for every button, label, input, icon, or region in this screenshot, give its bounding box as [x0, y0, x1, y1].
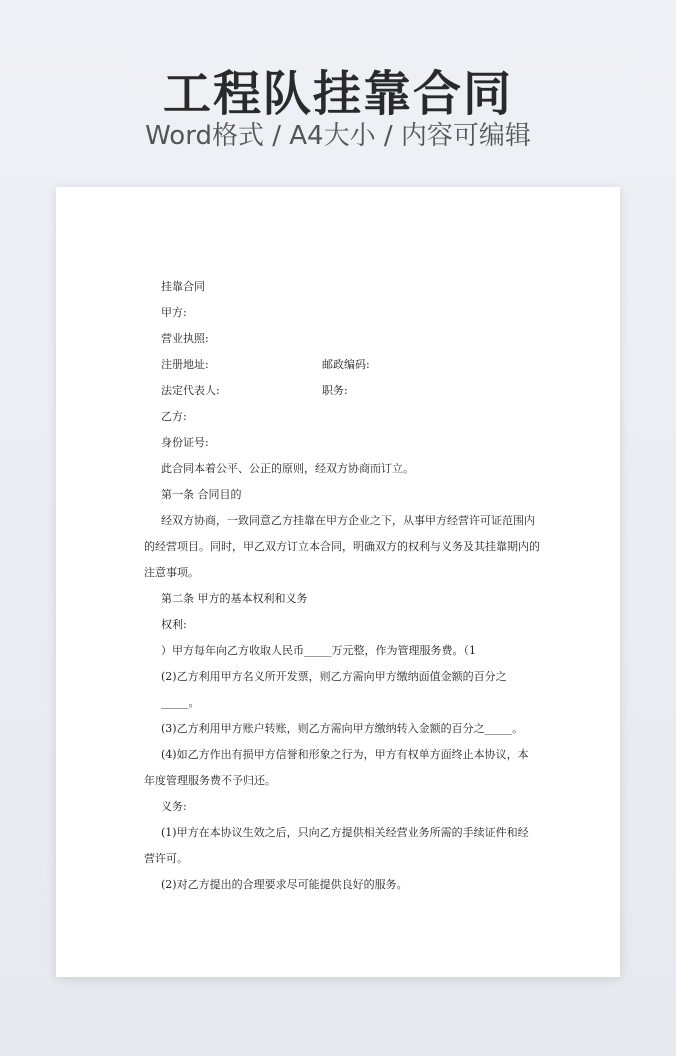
document-line-text: ）甲方每年向乙方收取人民币_____万元整，作为管理服务费。（1: [161, 644, 476, 657]
document-line: [144, 846, 539, 872]
document-line-text: (2)乙方利用甲方名义所开发票，则乙方需向甲方缴纳面值金额的百分之: [161, 670, 507, 683]
document-line-text: 第一条 合同目的: [161, 488, 242, 501]
document-line-text: 义务:: [161, 800, 187, 813]
document-line: [144, 664, 539, 690]
document-line: [144, 612, 539, 638]
document-line: [144, 768, 539, 794]
document-line: [144, 534, 539, 560]
document-line: [144, 820, 539, 846]
document-line: [144, 586, 539, 612]
document-line: [144, 508, 539, 534]
document-line-text: 经双方协商，一致同意乙方挂靠在甲方企业之下，从事甲方经营许可证范围内: [161, 514, 535, 527]
document-line: [144, 742, 539, 768]
document-line-text: 甲方:: [161, 306, 187, 319]
document-line: [144, 352, 539, 378]
document-line: [144, 794, 539, 820]
document-line-text: (3)乙方利用甲方账户转账，则乙方需向甲方缴纳转入金额的百分之_____。: [161, 722, 524, 735]
document-line-right-field: 职务:: [322, 384, 348, 397]
document-line-text: 第二条 甲方的基本权利和义务: [161, 592, 308, 605]
document-line: [144, 716, 539, 742]
document-line-text: (2)对乙方提出的合理要求尽可能提供良好的服务。: [161, 878, 408, 891]
document-line: [144, 326, 539, 352]
document-line-text: 营许可。: [144, 852, 188, 865]
document-line-text: 乙方:: [161, 410, 187, 423]
document-line: [144, 456, 539, 482]
document-line-text: 此合同本着公平、公正的原则，经双方协商而订立。: [161, 462, 414, 475]
document-line-text: 权利:: [161, 618, 187, 631]
document-line: [144, 430, 539, 456]
document-line: [144, 378, 539, 404]
document-line-text: (1)甲方在本协议生效之后，只向乙方提供相关经营业务所需的手续证件和经: [161, 826, 529, 839]
document-body: [144, 274, 539, 898]
document-line-text: 挂靠合同: [161, 280, 205, 293]
document-line: [144, 404, 539, 430]
document-line-text: 营业执照:: [161, 332, 209, 345]
document-line-text: 的经营项目。同时，甲乙双方订立本合同，明确双方的权利与义务及其挂靠期内的: [144, 540, 540, 553]
document-line-text: 法定代表人:: [161, 384, 220, 397]
document-line-text: 注意事项。: [144, 566, 199, 579]
document-line: [144, 560, 539, 586]
document-line-text: 年度管理服务费不予归还。: [144, 774, 276, 787]
document-line: [144, 274, 539, 300]
document-page: [56, 187, 620, 977]
page-subtitle: Word格式 / A4大小 / 内容可编辑: [145, 121, 531, 151]
document-line-text: 身份证号:: [161, 436, 209, 449]
document-line: [144, 638, 539, 664]
document-line: [144, 300, 539, 326]
document-line: [144, 482, 539, 508]
document-line-text: (4)如乙方作出有损甲方信誉和形象之行为，甲方有权单方面终止本协议，本: [161, 748, 529, 761]
document-line-right-field: 邮政编码:: [322, 358, 370, 371]
document-line-text: _____。: [161, 696, 200, 709]
page-title: 工程队挂靠合同: [162, 66, 513, 122]
document-line-text: 注册地址:: [161, 358, 209, 371]
document-line: [144, 872, 539, 898]
document-line: [144, 690, 539, 716]
